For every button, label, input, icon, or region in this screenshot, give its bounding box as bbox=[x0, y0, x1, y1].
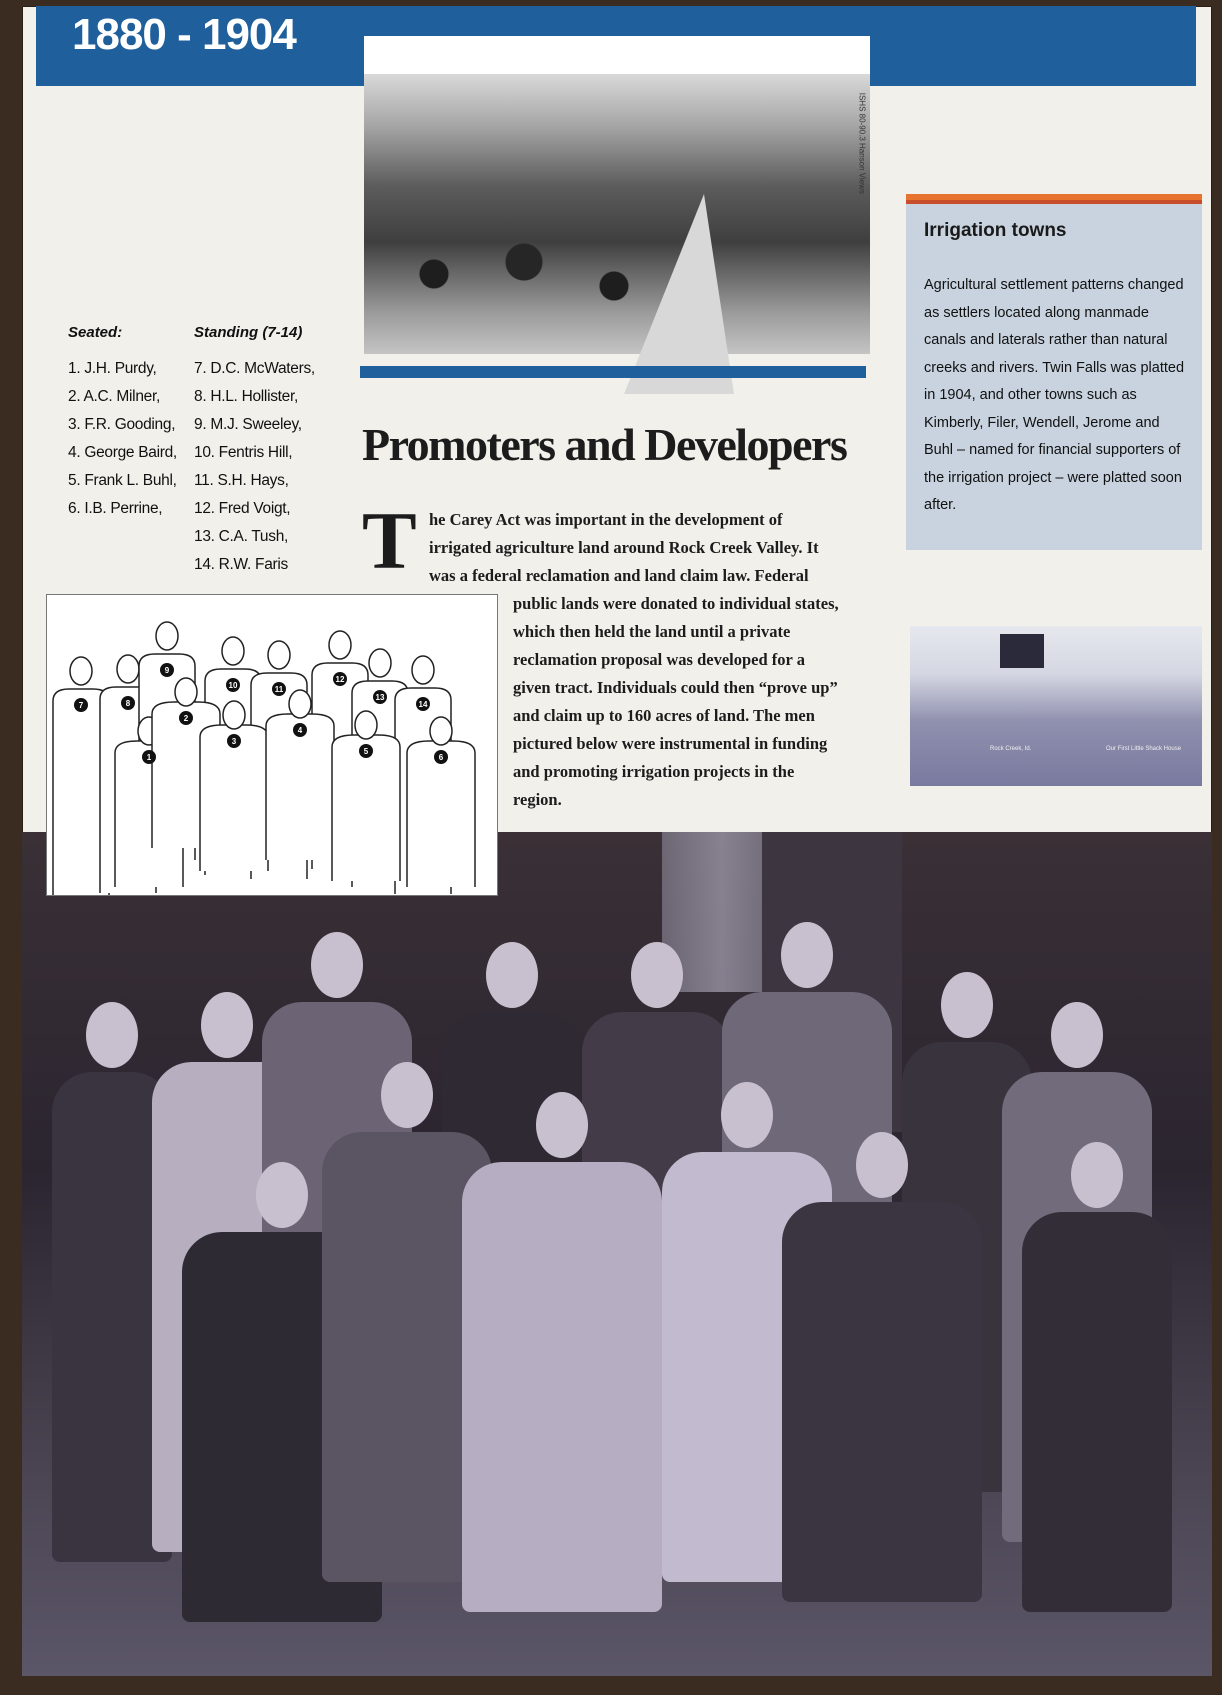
list-item: 9. M.J. Sweeley, bbox=[194, 416, 302, 433]
irrigation-towns-sidebar bbox=[906, 194, 1202, 550]
portrait-figure bbox=[782, 1132, 982, 1602]
seated-heading: Seated: bbox=[68, 324, 123, 341]
text-line: he Carey Act was important in the development of bbox=[429, 510, 783, 529]
number-label: 3 bbox=[231, 737, 237, 746]
number-label: 8 bbox=[125, 699, 131, 708]
list-item: 14. R.W. Faris bbox=[194, 556, 288, 573]
figure-body bbox=[462, 1162, 662, 1612]
portrait-figure bbox=[1022, 1142, 1172, 1612]
figure-head bbox=[486, 942, 538, 1008]
list-item: 7. D.C. McWaters, bbox=[194, 360, 315, 377]
number-label: 1 bbox=[146, 753, 152, 762]
number-label: 11 bbox=[274, 685, 284, 694]
figure-head bbox=[256, 1162, 308, 1228]
photo-image bbox=[364, 74, 870, 354]
road bbox=[624, 194, 734, 394]
silhouette-figure bbox=[407, 717, 475, 887]
seated-list bbox=[68, 324, 177, 523]
figure-head bbox=[856, 1132, 908, 1198]
silhouette-diagram bbox=[47, 595, 497, 895]
number-label: 6 bbox=[438, 753, 444, 762]
number-label: 12 bbox=[335, 675, 345, 684]
list-item: 5. Frank L. Buhl, bbox=[68, 472, 177, 489]
figure-body bbox=[782, 1202, 982, 1602]
photo-credit: ISHS 80-90.3 Hanson Views bbox=[857, 92, 866, 194]
silhouette-key bbox=[46, 594, 498, 896]
text-line: was a federal reclamation and land claim law. Federal bbox=[429, 566, 809, 585]
list-item: 13. C.A. Tush, bbox=[194, 528, 289, 545]
number-label: 13 bbox=[375, 693, 385, 702]
figure-head bbox=[941, 972, 993, 1038]
article-text-narrow bbox=[429, 506, 819, 590]
figure-head bbox=[86, 1002, 138, 1068]
text-line: reclamation proposal was developed for a bbox=[513, 650, 805, 669]
town-aerial-photo bbox=[364, 36, 870, 354]
text-line: public lands were donated to individual states, bbox=[513, 594, 839, 613]
list-item: 8. H.L. Hollister, bbox=[194, 388, 299, 405]
number-label: 2 bbox=[183, 714, 189, 723]
accent-stripe bbox=[906, 194, 1202, 204]
standing-heading: Standing (7-14) bbox=[194, 324, 303, 341]
list-item: 10. Fentris Hill, bbox=[194, 444, 293, 461]
exhibit-panel bbox=[22, 6, 1212, 1676]
figure-body bbox=[1022, 1212, 1172, 1612]
portrait-figure bbox=[462, 1092, 662, 1612]
era-title: 1880 - 1904 bbox=[72, 10, 296, 59]
number-label: 14 bbox=[418, 700, 428, 709]
figure-head bbox=[311, 932, 363, 998]
list-item: 3. F.R. Gooding, bbox=[68, 416, 176, 433]
text-line: and promoting irrigation projects in the bbox=[513, 762, 795, 781]
figure-head bbox=[781, 922, 833, 988]
list-item: 4. George Baird, bbox=[68, 444, 177, 461]
list-item: 2. A.C. Milner, bbox=[68, 388, 160, 405]
text-line: given tract. Individuals could then “prove up” bbox=[513, 678, 838, 697]
photo-caption-right: Our First Little Shack House bbox=[1106, 746, 1182, 752]
sidebar-title: Irrigation towns bbox=[924, 220, 1067, 241]
number-label: 4 bbox=[297, 726, 303, 735]
list-item: 6. I.B. Perrine, bbox=[68, 500, 163, 517]
silhouette-figure bbox=[266, 690, 334, 860]
drop-cap: T bbox=[362, 495, 417, 586]
number-label: 9 bbox=[164, 666, 170, 675]
article-text-wide bbox=[513, 590, 839, 814]
number-label: 10 bbox=[228, 681, 238, 690]
text-line: which then held the land until a private bbox=[513, 622, 791, 641]
sidebar-text: Agricultural settlement patterns changed as settlers located along manmade canals and laterals rather than natural creeks and rivers. Twin Falls was platted in 1904, and other towns such as Kimberly, Filer, Wendell, Jerome and Buhl – named for financial supporters of the irrigation project – were platted soon after. bbox=[924, 277, 1185, 513]
list-item: 11. S.H. Hays, bbox=[194, 472, 289, 489]
silhouette-figure bbox=[332, 711, 400, 881]
figure-head bbox=[536, 1092, 588, 1158]
list-item: 1. J.H. Purdy, bbox=[68, 360, 157, 377]
figure-head bbox=[1051, 1002, 1103, 1068]
figure-head bbox=[631, 942, 683, 1008]
text-line: and claim up to 160 acres of land. The men bbox=[513, 706, 815, 725]
standing-list bbox=[194, 324, 315, 579]
figure-head bbox=[1071, 1142, 1123, 1208]
list-item: 12. Fred Voigt, bbox=[194, 500, 291, 517]
text-line: pictured below were instrumental in funding bbox=[513, 734, 828, 753]
silhouette-figure bbox=[200, 701, 268, 871]
figure-head bbox=[721, 1082, 773, 1148]
number-label: 7 bbox=[78, 701, 84, 710]
figure-head bbox=[201, 992, 253, 1058]
text-line: region. bbox=[513, 790, 562, 809]
shack-house bbox=[1000, 634, 1044, 668]
page-title: Promoters and Developers bbox=[362, 419, 847, 470]
figure-head bbox=[381, 1062, 433, 1128]
text-line: irrigated agriculture land around Rock Creek Valley. It bbox=[429, 538, 819, 557]
group-portrait-photo bbox=[22, 832, 1212, 1676]
photo-caption-left: Rock Creek, Id. bbox=[990, 746, 1032, 752]
homestead-photo bbox=[910, 626, 1202, 786]
blue-divider bbox=[360, 366, 866, 378]
number-label: 5 bbox=[363, 747, 369, 756]
